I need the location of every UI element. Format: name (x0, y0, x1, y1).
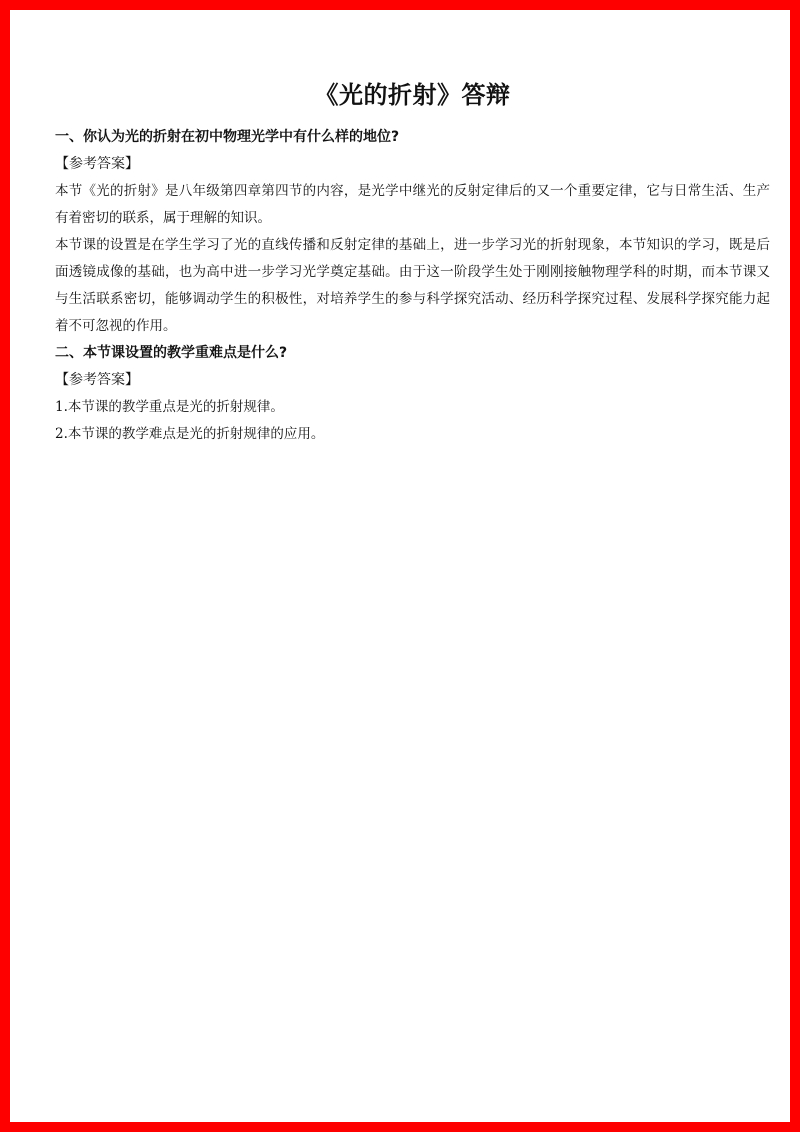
document-body (55, 78, 770, 448)
answer-tag-2: 【参考答案】 (55, 372, 139, 388)
answer-paragraph-1: 本节《光的折射》是八年级第四章第四节的内容，是光学中继光的反射定律后的又一个重要定律，它与日常生活、生产有着密切的联系，属于理解的知识。 (55, 183, 770, 226)
section-1 (55, 124, 770, 340)
answer-item-2: 2.本节课的教学难点是光的折射规律的应用。 (55, 426, 325, 442)
answer-item-1: 1.本节课的教学重点是光的折射规律。 (55, 399, 284, 415)
answer-paragraph-2: 本节课的设置是在学生学习了光的直线传播和反射定律的基础上，进一步学习光的折射现象，本节知识的学习，既是后面透镜成像的基础，也为高中进一步学习光学奠定基础。由于这一阶段学生处于刚刚接触物理学科的时期，而本节课又与生活联系密切，能够调动学生的积极性，对培养学生的参与科学探究活动、经历科学探究过程、发展科学探究能力起着不可忽视的作用。 (55, 237, 770, 334)
question-heading-2: 二、本节课设置的教学重难点是什么? (55, 345, 288, 361)
section-2 (55, 340, 770, 448)
answer-tag-1: 【参考答案】 (55, 156, 139, 172)
question-heading-1: 一、你认为光的折射在初中物理光学中有什么样的地位? (55, 129, 400, 145)
document-title: 《光的折射》答辩 (314, 81, 511, 109)
